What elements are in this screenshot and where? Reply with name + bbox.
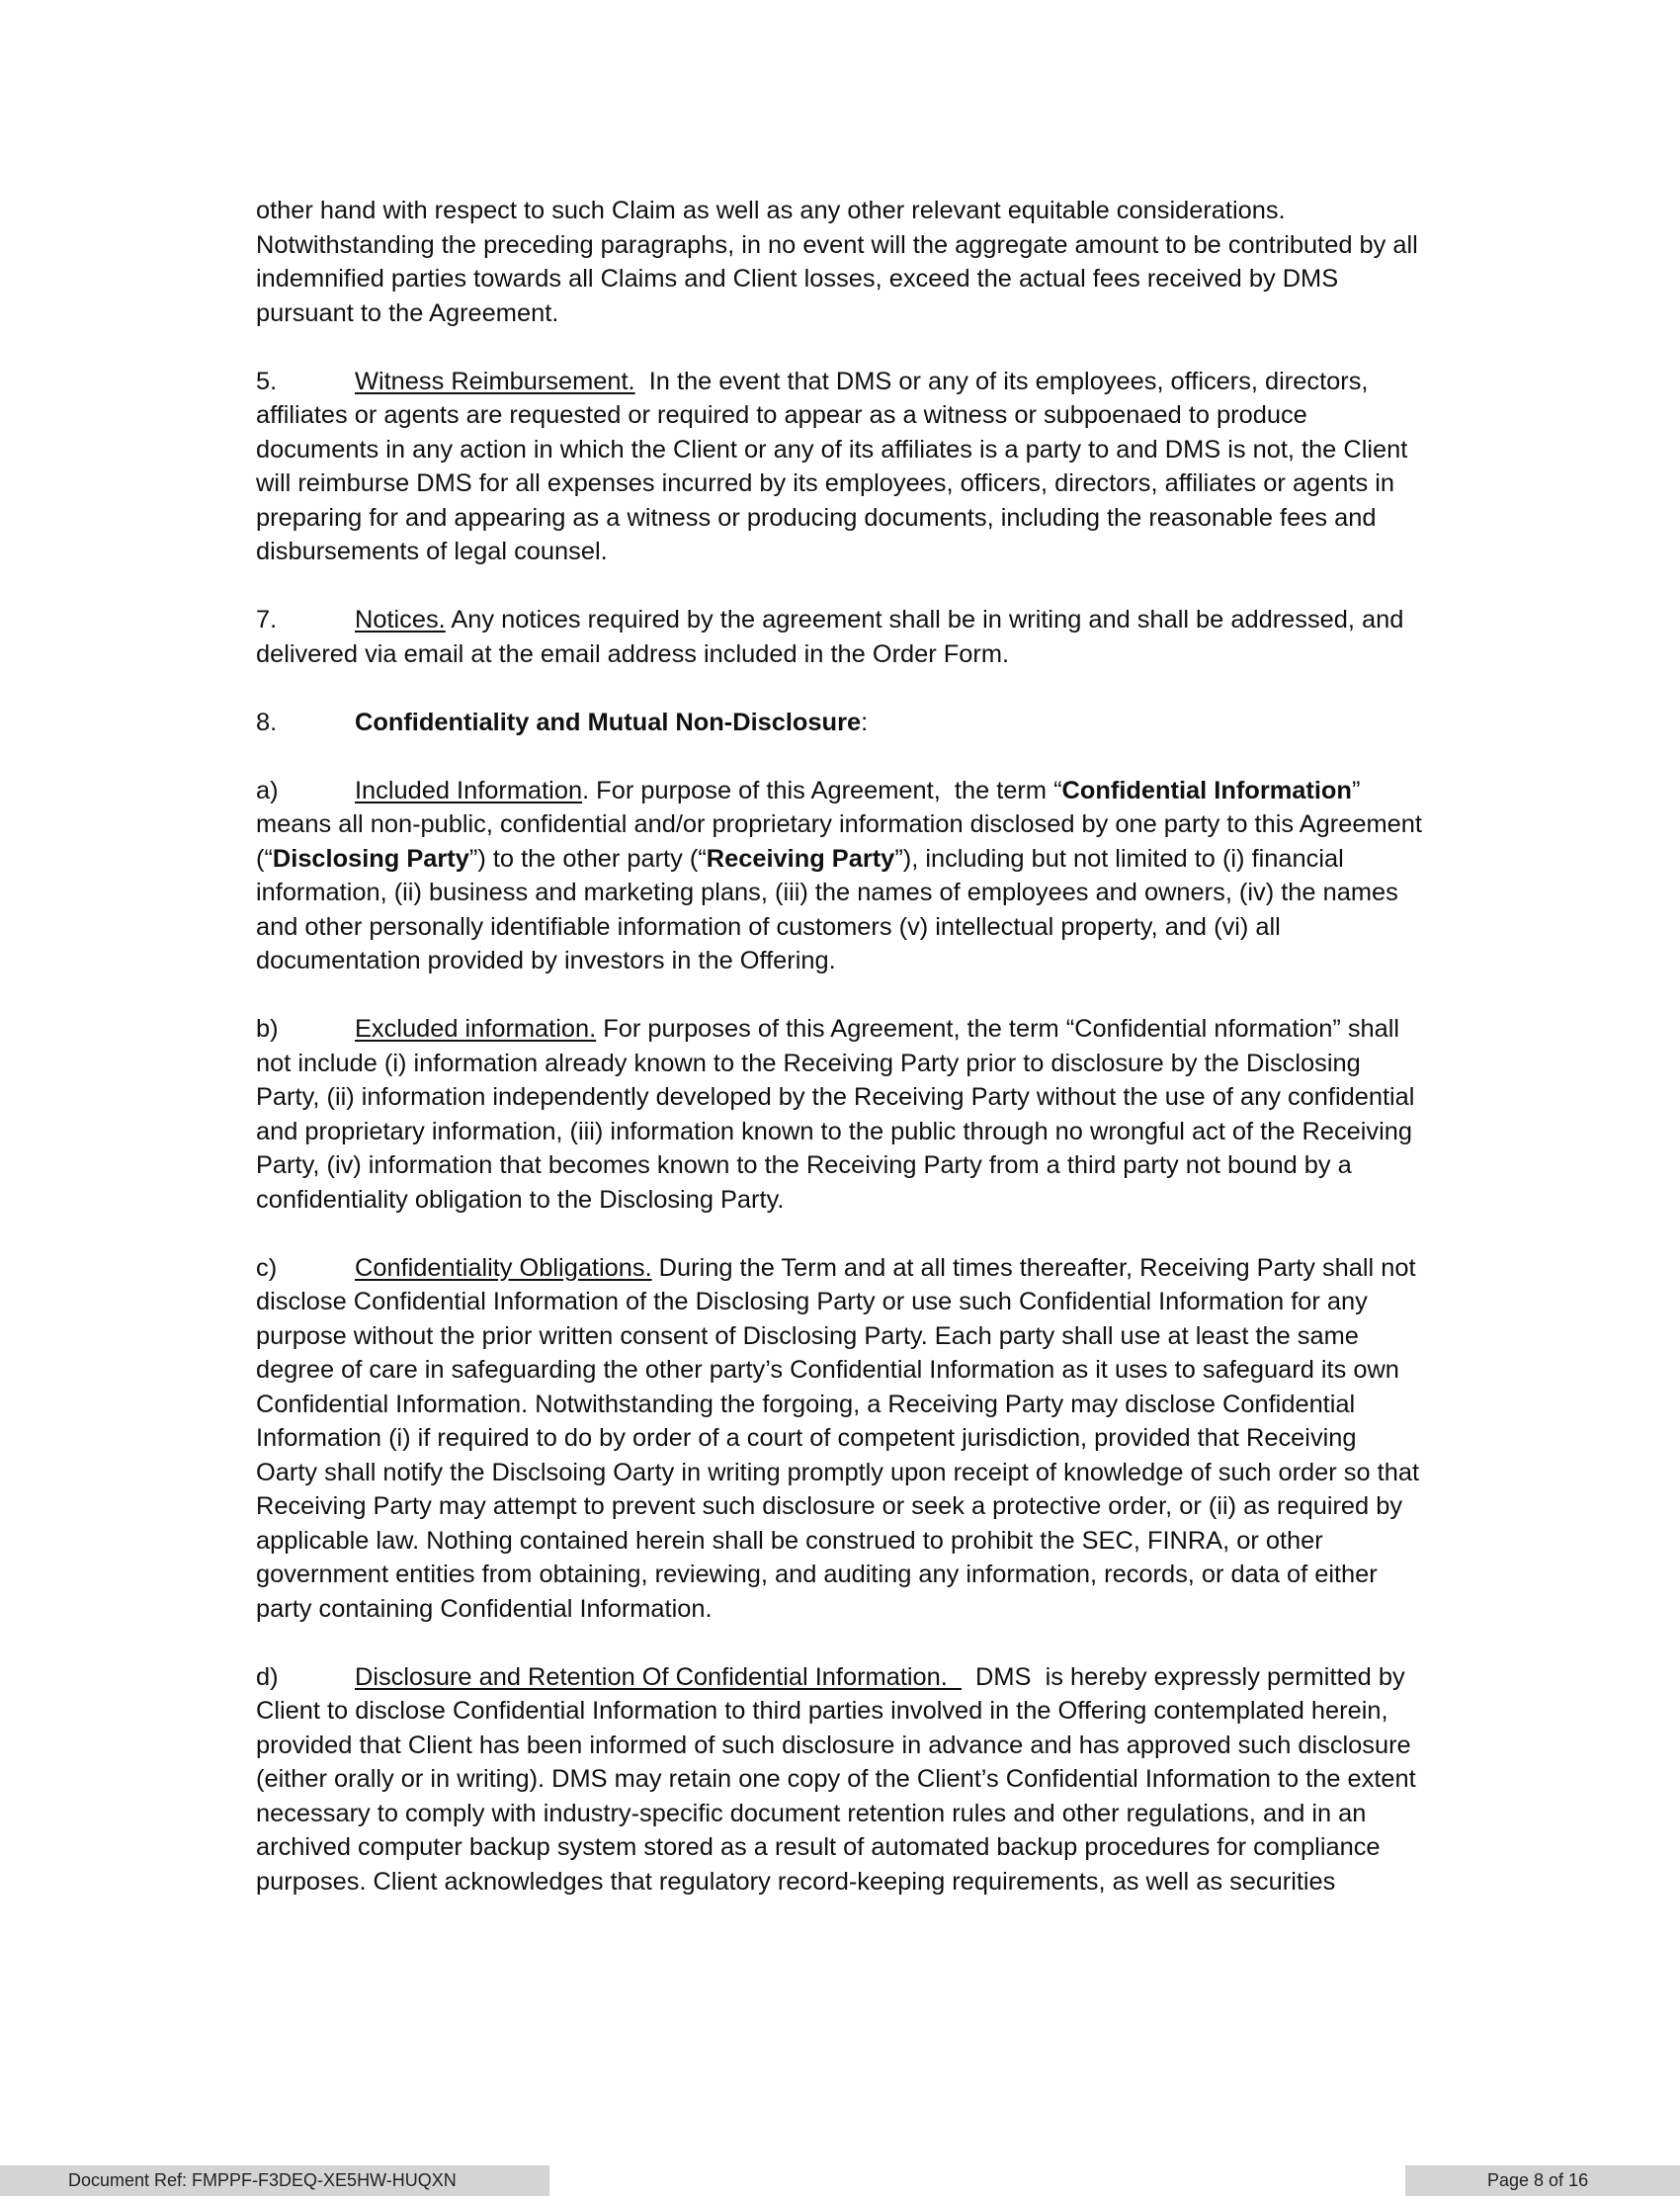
text-run: ”: [1351, 776, 1361, 804]
paragraph-intro: [256, 194, 1531, 330]
text-line: Client to disclose Confidential Information to third parties involved in the Offering contemplated herein,: [256, 1697, 1388, 1725]
text-line: party containing Confidential Information.: [256, 1594, 713, 1623]
section-heading: Notices.: [355, 606, 446, 633]
defined-term: Receiving Party: [706, 844, 895, 873]
section-5-witness-reimbursement: [256, 365, 1531, 569]
text-line: delivered via email at the email address included in the Order Form.: [256, 639, 1010, 668]
text-line: affiliates or agents are requested or required to appear as a witness or subpoenaed to produce: [256, 401, 1307, 429]
text-line: preparing for and appearing as a witness or producing documents, including the reasonable fees and: [256, 503, 1377, 532]
section-number: 5.: [256, 367, 278, 395]
text-line: disbursements of legal counsel.: [256, 538, 608, 565]
text-run: . For purpose of this Agreement, the term “: [582, 776, 1062, 804]
text-line: will reimburse DMS for all expenses incurred by its employees, officers, directors, affiliates or agents in: [256, 469, 1394, 497]
section-d-disclosure-and-retention: [256, 1660, 1531, 1900]
section-heading: Excluded information.: [355, 1015, 597, 1043]
section-heading: Witness Reimbursement.: [355, 367, 635, 395]
section-heading: Disclosure and Retention Of Confidential Information.: [355, 1662, 962, 1691]
footer-page-bar: [1405, 2165, 1680, 2196]
section-heading: Confidentiality Obligations.: [355, 1253, 652, 1282]
section-c-confidentiality-obligations: [256, 1251, 1531, 1627]
section-number: b): [256, 1015, 279, 1043]
text-line: Party, (iv) information that becomes known to the Receiving Party from a third party not bound by a: [256, 1151, 1352, 1179]
section-b-excluded-information: [256, 1012, 1531, 1217]
text-line: information, (ii) business and marketing plans, (iii) the names of employees and owners, (iv) the names: [256, 879, 1398, 906]
text-line: pursuant to the Agreement.: [256, 298, 559, 327]
text-run: In the event that DMS or any of its employees, officers, directors,: [634, 367, 1369, 395]
page-number: Page 8 of 16: [1487, 2170, 1589, 2190]
section-number: a): [256, 776, 279, 804]
text-line: documents in any action in which the Client or any of its affiliates is a party to and DMS is not, the Client: [256, 435, 1408, 464]
text-line: applicable law. Nothing contained herein shall be construed to prohibit the SEC, FINRA, or other: [256, 1526, 1323, 1555]
section-8-confidentiality: [256, 706, 1531, 740]
defined-term: Disclosing Party: [272, 844, 469, 873]
text-line: Information (i) if required to do by order of a court of competent jurisdiction, provided that Receiving: [256, 1424, 1357, 1452]
text-run: During the Term and at all times thereafter, Receiving Party shall not: [651, 1253, 1416, 1282]
text-run: :: [861, 708, 869, 736]
section-number: d): [256, 1662, 279, 1691]
text-line: disclose Confidential Information of the Disclosing Party or use such Confidential Information for any: [256, 1288, 1368, 1315]
text-line: Oarty shall notify the Disclsoing Oarty in writing promptly upon receipt of knowledge of such order so that: [256, 1458, 1419, 1486]
text-run: Any notices required by the agreement shall be in writing and shall be addressed, and: [445, 606, 1404, 633]
document-body: [256, 194, 1531, 1899]
section-number: 8.: [256, 708, 278, 736]
text-line: and other personally identifiable information of customers (v) intellectual property, and (vi) all: [256, 912, 1281, 941]
text-line: not include (i) information already known to the Receiving Party prior to disclosure by the Disclosing: [256, 1049, 1361, 1077]
section-number: c): [256, 1253, 278, 1282]
text-line: and proprietary information, (iii) information known to the public through no wrongful act of the Receiving: [256, 1117, 1413, 1145]
text-line: purpose without the prior written consent of Disclosing Party. Each party shall use at least the same: [256, 1321, 1359, 1350]
footer-doc-ref-bar: [0, 2165, 549, 2196]
text-line: (either orally or in writing). DMS may retain one copy of the Client’s Confidential Information to the extent: [256, 1765, 1416, 1793]
section-heading: Confidentiality and Mutual Non-Disclosure: [355, 708, 862, 736]
text-line: government entities from obtaining, reviewing, and auditing any information, records, or data of either: [256, 1561, 1378, 1588]
text-line: purposes. Client acknowledges that regulatory record-keeping requirements, as well as securities: [256, 1867, 1336, 1896]
text-line: Notwithstanding the preceding paragraphs, in no event will the aggregate amount to be contributed by all: [256, 230, 1418, 259]
section-7-notices: [256, 603, 1531, 671]
text-line: means all non-public, confidential and/or proprietary information disclosed by one party to this Agreement: [256, 810, 1422, 838]
text-line: documentation provided by investors in the Offering.: [256, 947, 836, 974]
section-heading: Included Information: [355, 776, 583, 804]
text-line: other hand with respect to such Claim as well as any other relevant equitable considerations.: [256, 197, 1286, 224]
text-line: provided that Client has been informed of such disclosure in advance and has approved such disclosure: [256, 1731, 1411, 1759]
text-run: For purposes of this Agreement, the term “Confidential nformation” shall: [596, 1015, 1400, 1043]
text-run: ”) to the other party (“: [468, 844, 707, 873]
text-run: (“: [256, 844, 273, 873]
document-reference: Document Ref: FMPPF-F3DEQ-XE5HW-HUQXN: [68, 2170, 457, 2190]
section-number: 7.: [256, 606, 278, 633]
text-run: DMS is hereby expressly permitted by: [961, 1662, 1405, 1691]
text-line: Receiving Party may attempt to prevent such disclosure or seek a protective order, or (ii) as required by: [256, 1492, 1403, 1520]
text-line: degree of care in safeguarding the other party’s Confidential Information as it uses to safeguard its own: [256, 1356, 1399, 1384]
text-run: ”), including but not limited to (i) financial: [894, 844, 1344, 873]
text-line: Confidential Information. Notwithstanding the forgoing, a Receiving Party may disclose Confidential: [256, 1390, 1356, 1418]
section-a-included-information: [256, 774, 1531, 978]
text-line: archived computer backup system stored as a result of automated backup procedures for compliance: [256, 1833, 1381, 1861]
text-line: Party, (ii) information independently developed by the Receiving Party without the use of any confidential: [256, 1083, 1415, 1111]
text-line: indemnified parties towards all Claims and Client losses, exceed the actual fees received by DMS: [256, 265, 1339, 293]
text-line: confidentiality obligation to the Disclosing Party.: [256, 1185, 785, 1214]
text-line: necessary to comply with industry-specific document retention rules and other regulations, and in an: [256, 1799, 1367, 1827]
defined-term: Confidential Information: [1061, 776, 1352, 804]
